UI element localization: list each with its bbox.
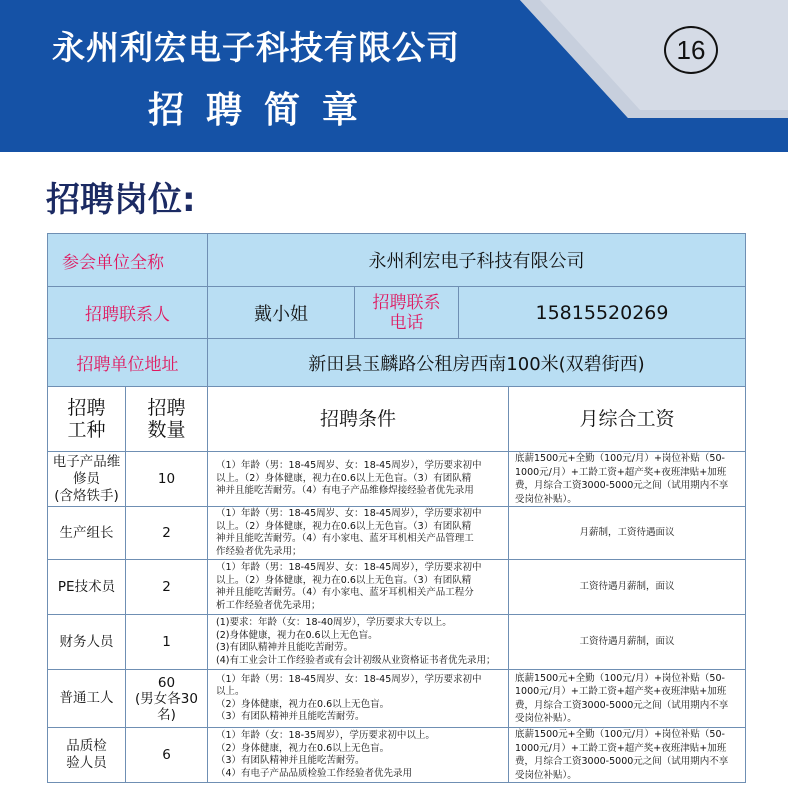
salary-line: 底薪1500元+全勤（100元/月）+岗位补贴（50- [515,672,725,684]
phone-label-line-2: 电话 [389,312,424,333]
requirement-line: （3）有团队精神并且能吃苦耐劳。 [216,755,365,766]
job-title: PE技术员 [57,578,116,595]
salary-cell [509,670,745,727]
contact-value-cell [208,287,355,338]
requirement-line: (2)身体健康，视力在0.6以上无色盲。 [216,629,378,641]
contact-label-cell [48,287,208,338]
job-title-cell [48,560,126,614]
requirement-line: 神并且能吃苦耐劳。（4）有小家电、蓝牙耳机相关产品管理工 [216,533,474,544]
phone-label-cell [355,287,459,338]
address-row [48,339,745,387]
header-salary-label: 月综合工资 [579,408,675,430]
job-count: 2 [162,525,171,541]
recruitment-table [47,233,746,783]
job-count-cell [126,507,208,559]
header-banner [0,0,788,152]
phone-label-line-1: 招聘联系 [372,292,441,313]
unit-value: 永州利宏电子科技有限公司 [368,251,585,272]
salary-line: 费，月综合工资3000-5000元之间（试用期内不享 [515,699,729,711]
requirement-line: (3)有团队精神并且能吃苦耐劳。 [216,642,353,653]
job-count-cell [126,615,208,669]
salary-line: 工资待遇月薪制，面议 [579,581,675,593]
job-count-cell [126,452,208,506]
job-requirements-cell [208,670,509,727]
requirement-line: （4）有电子产品品质检验工作经验者优先录用 [216,767,413,779]
unit-value-cell [208,234,745,286]
table-row [48,615,745,670]
requirement-line: （1）年龄（男：18-45周岁、女：18-45周岁），学历要求初中 [216,460,482,472]
requirement-line: 析工作经验者优先录用； [216,599,321,611]
salary-line: 底薪1500元+全勤（100元/月）+岗位补贴（50- [515,453,725,464]
job-count-cell [126,728,208,782]
salary-cell [509,615,745,669]
job-count: 1 [162,634,171,650]
job-requirements-cell [208,615,509,669]
requirement-line: （2）身体健康，视力在0.6以上无色盲。 [216,742,390,754]
page-number-badge: 16 [664,26,718,74]
header-count-line-2: 数量 [147,419,186,441]
job-count: (男女各30名) [135,690,198,723]
requirement-line: (1)要求：年龄（女：18-40周岁），学历要求大专以上。 [216,617,452,628]
address-value: 新田县玉麟路公租房西南100米(双碧街西) [308,353,645,375]
section-title: 招聘岗位: [46,180,196,220]
requirement-line: 作经验者优先录用； [216,545,302,557]
header-salary [509,387,745,451]
job-requirements-cell [208,560,509,614]
job-requirements-cell [208,452,509,506]
job-title-cell [48,615,126,669]
salary-line: 费，月综合工资3000-5000元之间（试用期内不享 [515,756,729,767]
job-title-cell [48,452,126,506]
header-job-line-2: 工种 [67,419,106,441]
job-count: 6 [162,747,171,763]
table-row [48,452,745,507]
salary-cell [509,507,745,559]
salary-line: 费，月综合工资3000-5000元之间（试用期内不享 [515,480,729,491]
job-title: 普通工人 [59,690,114,706]
header-conditions [208,387,509,451]
job-count: 60 [157,674,176,691]
salary-line: 1000元/月）+工龄工资+超产奖+夜班津贴+加班 [515,466,727,478]
salary-cell [509,560,745,614]
job-title: 生产组长 [59,524,114,541]
table-body [48,452,745,782]
job-count-cell [126,560,208,614]
brochure-title: 招聘简章 [148,90,381,131]
header-count [126,387,208,451]
job-title-cell [48,670,126,727]
salary-line: 受岗位补贴）。 [515,769,577,781]
job-title: 验人员 [66,755,107,771]
header-count-line-1: 招聘 [147,397,186,419]
salary-cell [509,728,745,782]
company-name: 永州利宏电子科技有限公司 [52,28,460,67]
salary-line: 受岗位补贴）。 [515,713,577,724]
requirement-line: 神并且能吃苦耐劳。（4）有小家电、蓝牙耳机相关产品工程分 [216,587,474,598]
address-label-cell [48,339,208,386]
salary-line: 工资待遇月薪制，面议 [579,636,675,648]
requirement-line: 以上。（2）身体健康，视力在0.6以上无色盲。（3）有团队精 [216,472,472,484]
requirement-line: （3）有团队精神并且能吃苦耐劳。 [216,711,365,722]
unit-name-row [48,234,745,287]
job-title-cell [48,728,126,782]
requirement-line: （1）年龄（男：18-45周岁、女：18-45周岁），学历要求初中 [216,673,482,685]
job-title: (含烙铁手) [54,487,119,504]
job-count-cell [126,670,208,727]
table-row [48,728,745,782]
table-row [48,507,745,560]
contact-label: 招聘联系人 [85,305,170,325]
address-label: 招聘单位地址 [76,355,179,375]
header-conditions-label: 招聘条件 [319,408,396,430]
requirement-line: 神并且能吃苦耐劳。（4）有电子产品维修焊接经验者优先录用 [216,485,474,497]
salary-line: 底薪1500元+全勤（100元/月）+岗位补贴（50- [515,729,725,740]
salary-line: 1000元/月）+工龄工资+超产奖+夜班津贴+加班 [515,742,727,754]
salary-line: 1000元/月）+工龄工资+超产奖+夜班津贴+加班 [515,686,727,697]
requirement-line: （2）身体健康，视力在0.6以上无色盲。 [216,698,390,710]
requirement-line: （1）年龄（女：18-35周岁），学历要求初中以上。 [216,730,435,741]
address-value-cell [208,339,745,386]
requirement-line: （1）年龄（男：18-45周岁、女：18-45周岁），学历要求初中 [216,508,482,519]
header-job-line-1: 招聘 [67,397,106,419]
salary-cell [509,452,745,506]
table-row [48,670,745,728]
requirement-line: 以上。（2）身体健康，视力在0.6以上无色盲。（3）有团队精 [216,520,472,532]
salary-line: 受岗位补贴）。 [515,493,577,505]
requirement-line: (4)有工业会计工作经验者或有会计初级从业资格证书者优先录用； [216,654,496,666]
job-requirements-cell [208,507,509,559]
requirement-line: 以上。（2）身体健康，视力在0.6以上无色盲。（3）有团队精 [216,574,472,586]
contact-row [48,287,745,339]
table-row [48,560,745,615]
requirement-line: （1）年龄（男：18-45周岁、女：18-45周岁），学历要求初中 [216,562,482,573]
unit-label: 参会单位全称 [62,252,164,273]
job-title-cell [48,507,126,559]
phone-value-cell [459,287,745,338]
phone-value: 15815520269 [535,301,669,324]
salary-line: 月薪制，工资待遇面议 [579,527,675,539]
requirement-line: 以上。 [216,686,245,697]
job-count: 10 [157,471,176,487]
job-requirements-cell [208,728,509,782]
job-title: 财务人员 [59,633,114,650]
unit-label-cell [48,234,208,286]
contact-value: 戴小姐 [254,303,308,325]
header-job [48,387,126,451]
table-header-row [48,387,745,452]
job-title: 品质检 [66,738,107,754]
job-count: 2 [162,579,171,595]
job-title: 电子产品维修员 [52,453,121,487]
